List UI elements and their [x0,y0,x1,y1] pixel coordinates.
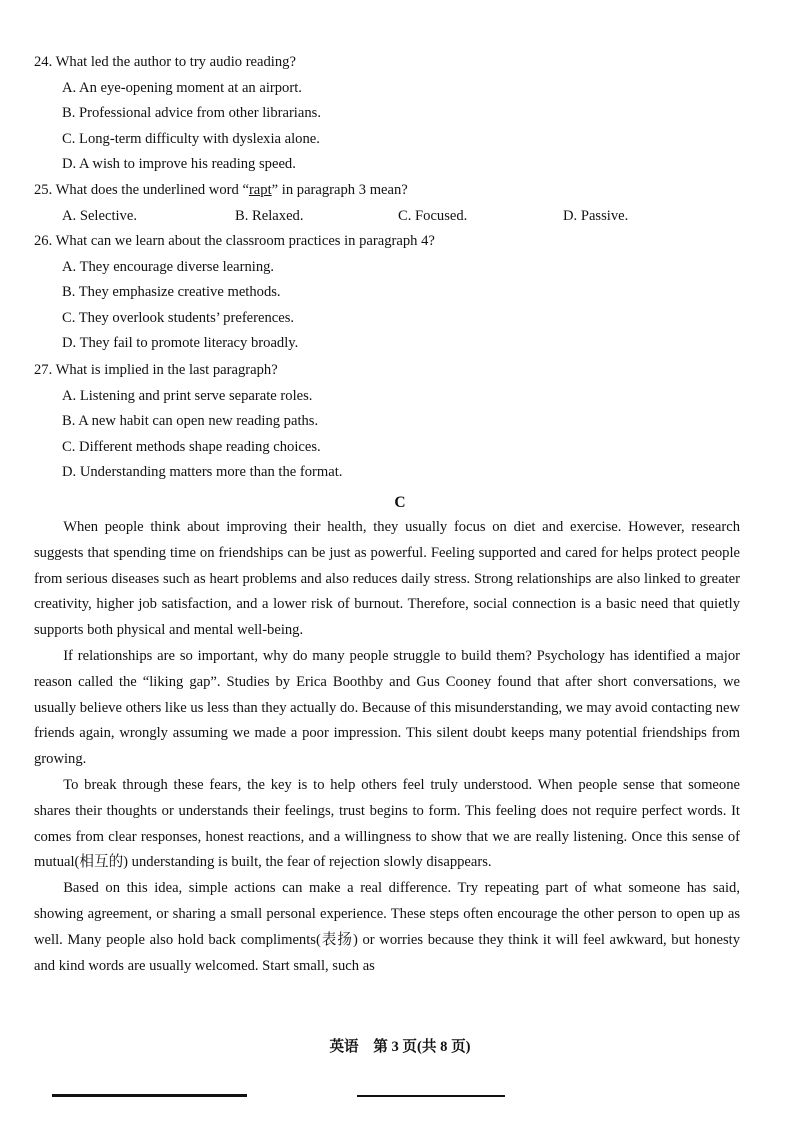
options-row [34,204,774,230]
passage-paragraph: When people think about improving their health, they usually focus on diet and exercise. However, research suggests that spending time on friendships can be just as powerful. Feeling supported and cared for helps protect people from serious diseases such as heart problems and also reduces daily stress. Strong relationships are also linked to greater creativity, higher job satisfaction, and a lower risk of burnout. Therefore, social connection is a basic need that quietly supports both physical and mental well-being. [34,519,740,639]
stem-after: ” in paragraph 3 mean? [271,182,408,198]
footer-rule-right [357,1095,505,1097]
option-b: B. Professional advice from other librarians. [62,105,321,122]
stem-before: 25. What does the underlined word “ [34,182,249,198]
option-c: C. They overlook students’ preferences. [62,309,295,326]
option-d: D. They fail to promote literacy broadly. [62,335,299,352]
option-c: C. Focused. [398,207,468,224]
question-24 [34,50,774,178]
page-footer: 英语 第 3 页(共 8 页) [329,1039,471,1055]
underlined-word: rapt [248,182,272,198]
option-a: A. Listening and print serve separate roles. [62,387,313,404]
passage-paragraph: Based on this idea, simple actions can make a real difference. Try repeating part of what someone has said, showing agreement, or sharing a small personal experience. These steps often encourage the other person to open up as well. Many people also hold back compliments(表扬) or worries because they think it will feel awkward, but honesty and kind words are usually welcomed. Start small, such as [34,880,740,974]
option-a: A. Selective. [62,207,137,224]
passage-paragraph: If relationships are so important, why do many people struggle to build them? Psychology has identified a major reason called the “liking gap”. Studies by Erica Boothby and Gus Cooney found that after short conversations, we usually believe others like us less than they actually do. Because of this misunderstanding, we may avoid contacting new friends again, wrongly assuming we made a poor impression. This silent doubt keeps many potential friendships from growing. [34,647,741,768]
option-b: B. Relaxed. [235,207,304,224]
option-d: D. Understanding matters more than the format. [62,464,343,481]
question-stem [34,178,774,204]
option-b: B. They emphasize creative methods. [62,284,281,301]
option-a: A. They encourage diverse learning. [62,258,275,275]
question-stem: 26. What can we learn about the classroom practices in paragraph 4? [34,233,435,249]
option-d: D. Passive. [563,207,629,224]
question-27 [34,358,774,486]
section-title: C [394,494,406,511]
question-stem: 27. What is implied in the last paragraph? [34,362,278,378]
option-b: B. A new habit can open new reading paths. [62,413,319,430]
option-c: C. Different methods shape reading choices. [62,438,321,455]
question-26 [34,229,774,357]
footer-rule-left [52,1094,247,1097]
question-stem: 24. What led the author to try audio reading? [34,54,296,70]
question-25 [34,178,774,229]
option-c: C. Long-term difficulty with dyslexia alone. [62,130,320,147]
option-d: D. A wish to improve his reading speed. [62,156,296,173]
reading-passage [34,515,740,979]
passage-paragraph: To break through these fears, the key is to help others feel truly understood. When people sense that someone shares their thoughts or understands their feelings, trust begins to form. This feeling does not require perfect words. It comes from clear responses, honest reactions, and a willingness to show that we are really listening. Once this sense of mutual(相互的) understanding is built, the fear of rejection slowly disappears. [34,776,740,871]
option-a: A. An eye-opening moment at an airport. [62,79,302,96]
